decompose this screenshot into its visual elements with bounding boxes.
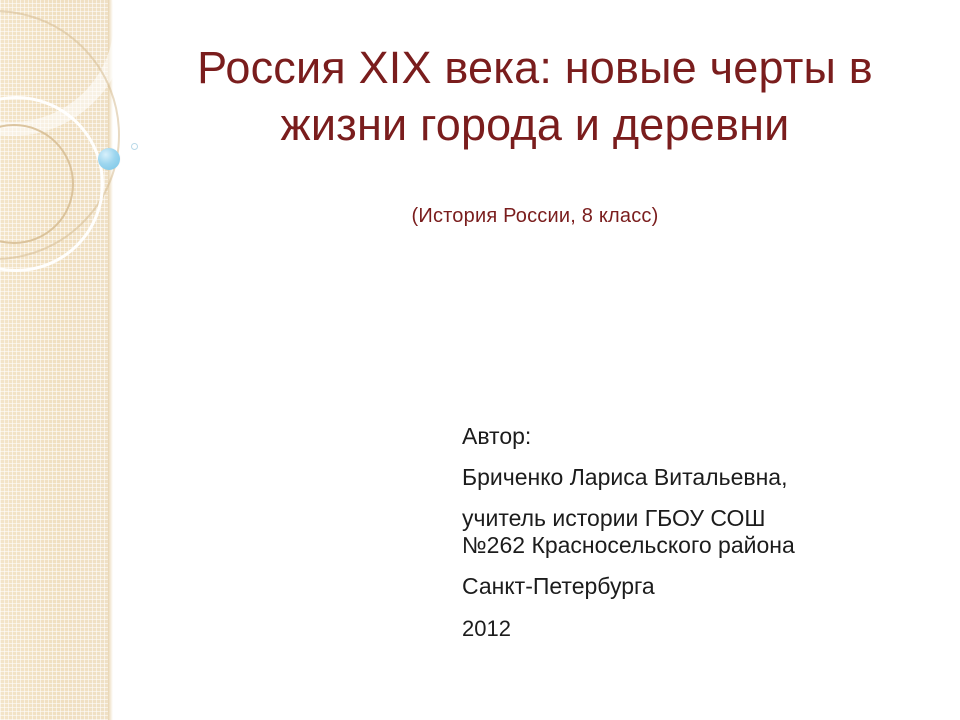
author-label: Автор: [462, 423, 532, 449]
author-year: 2012 [462, 616, 511, 641]
page-subtitle: (История России, 8 класс) [411, 205, 659, 228]
author-city: Санкт-Петербурга [462, 573, 655, 599]
page-title: Россия XIX века: новые черты в жизни города и деревни [197, 42, 873, 150]
author-position-line-1: учитель истории ГБОУ СОШ [462, 505, 766, 531]
author-position-line-2: №262 Красносельского района [462, 532, 795, 558]
author-block [462, 425, 932, 642]
decorative-blue-dot-icon [98, 148, 120, 170]
decorative-outline-dot-icon [131, 143, 138, 150]
title-area [150, 40, 920, 228]
author-name: Бриченко Лариса Витальевна, [462, 464, 788, 490]
